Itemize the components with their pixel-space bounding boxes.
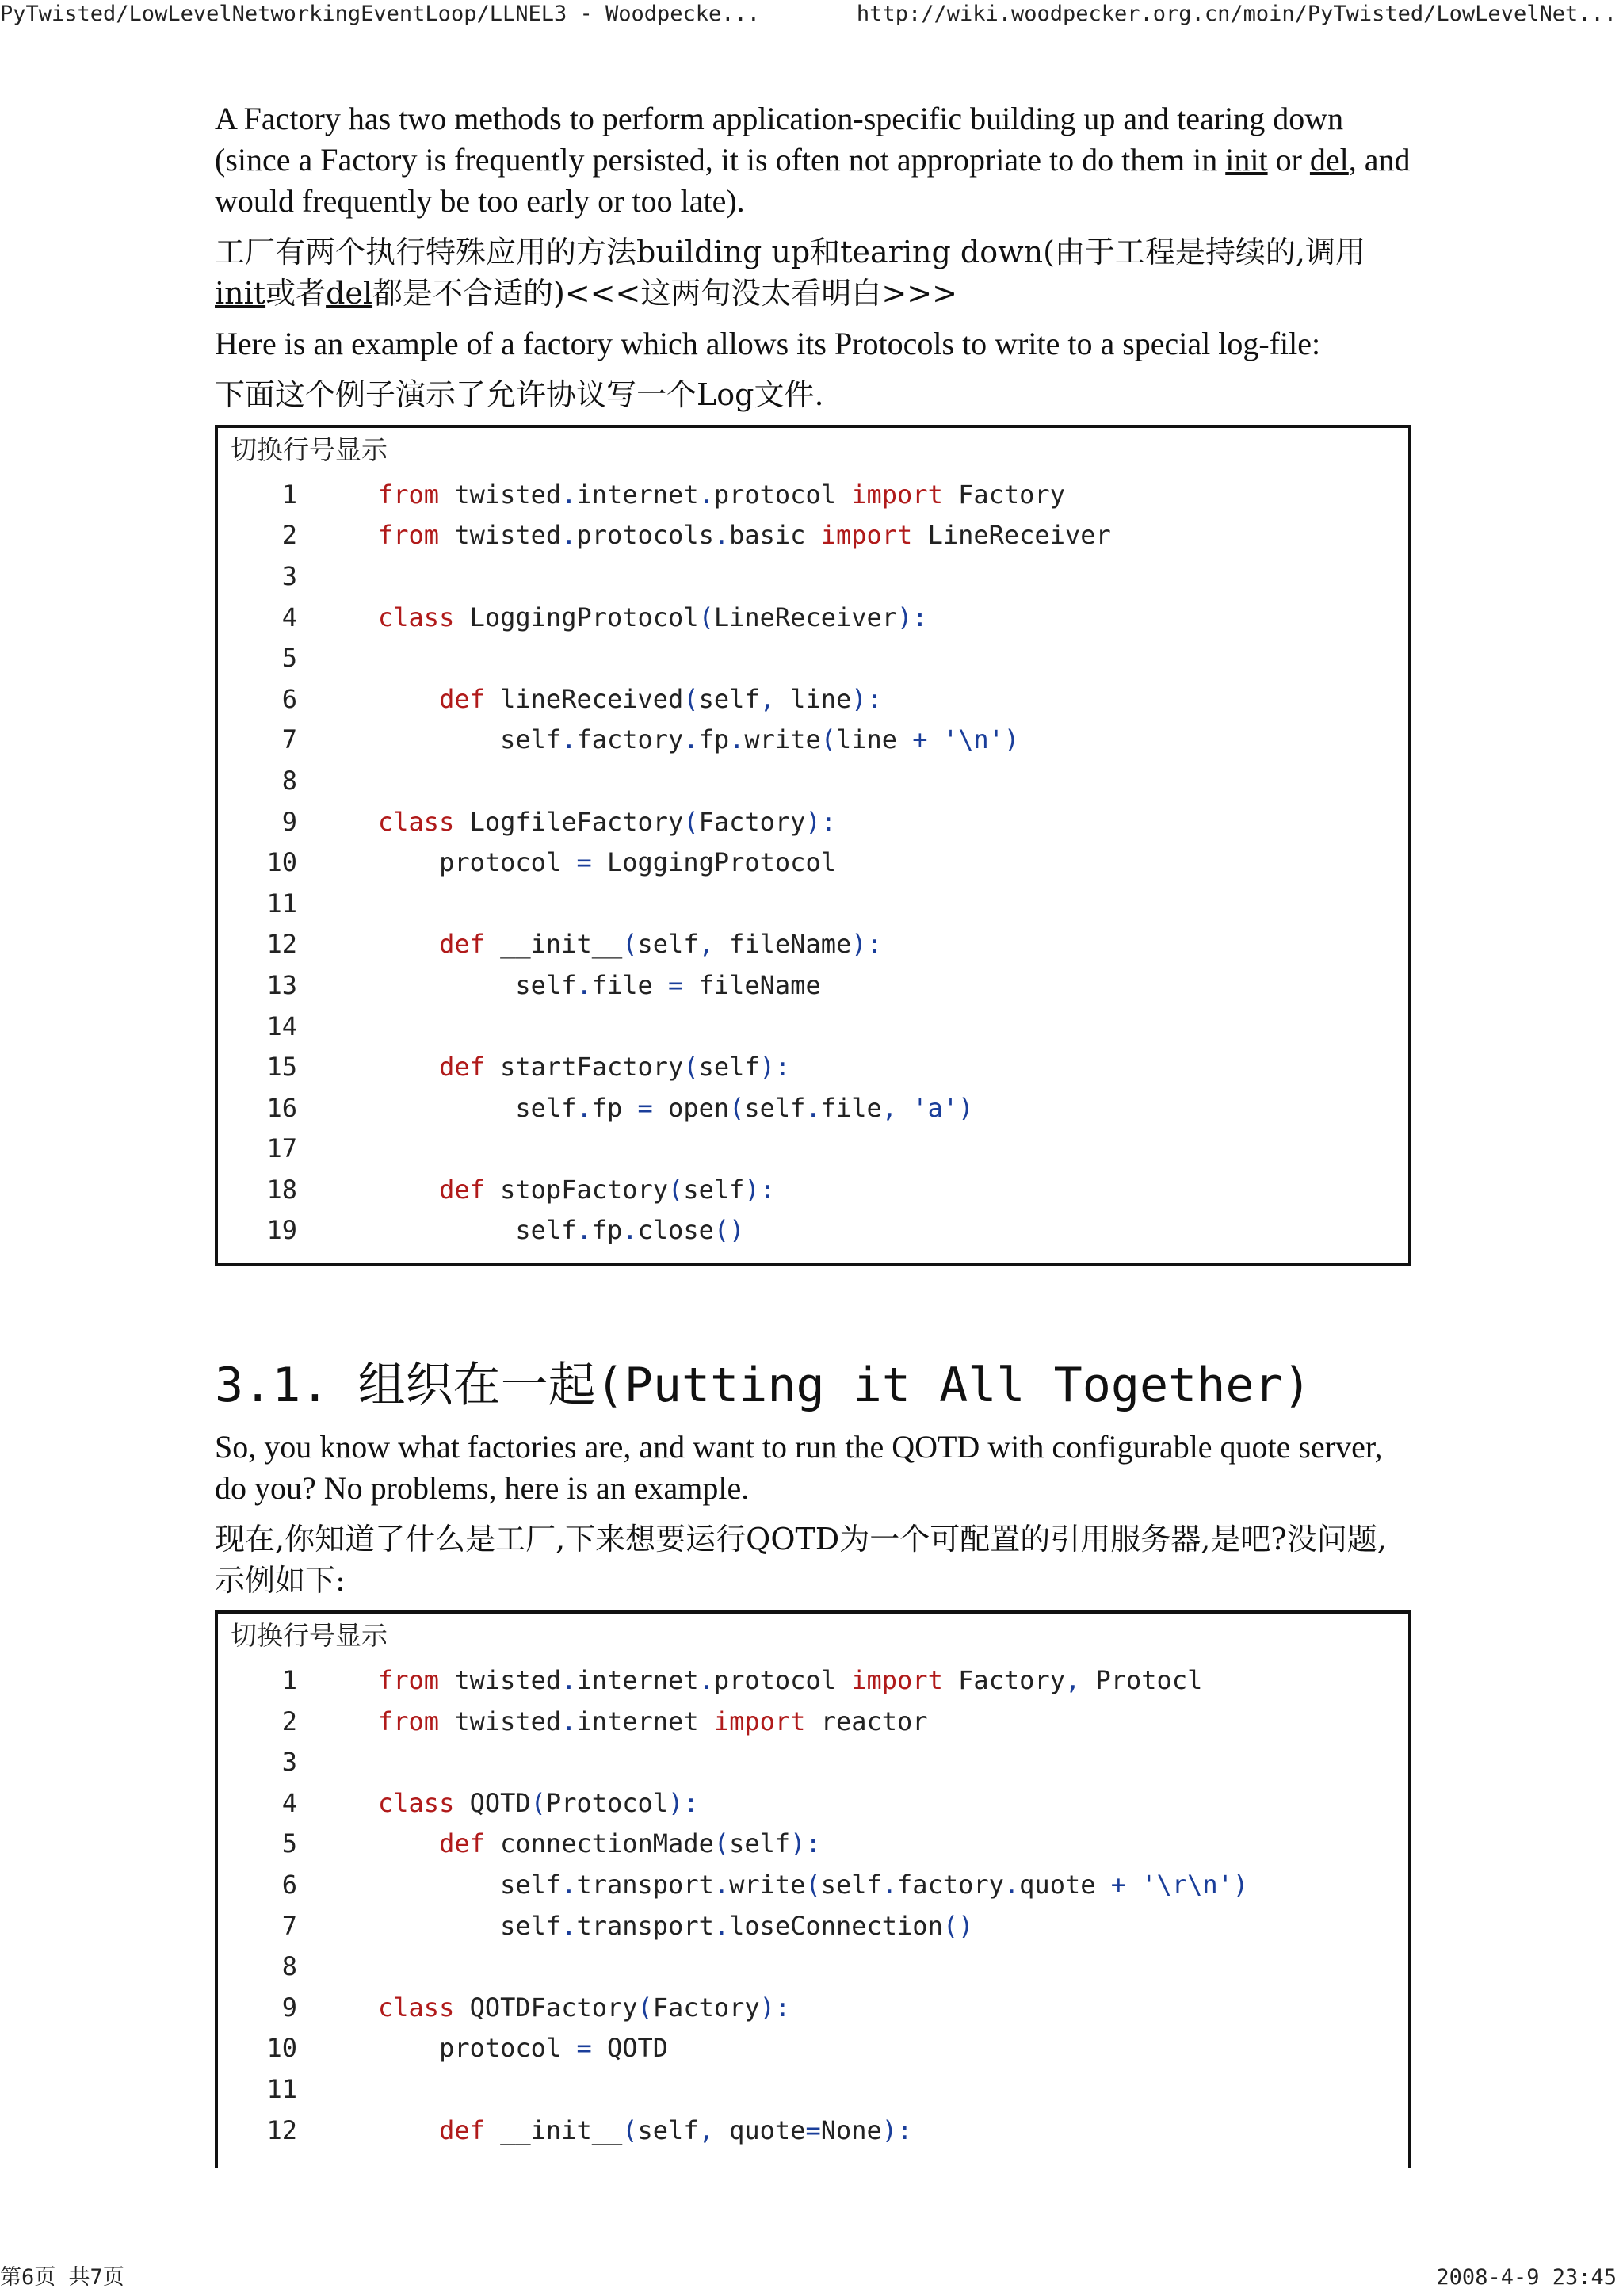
code-operator: . <box>805 1092 821 1123</box>
code-operator: () <box>713 1215 745 1246</box>
code-line <box>218 1987 1408 2028</box>
code-line <box>218 637 1408 678</box>
code-text <box>378 1911 973 1941</box>
page-number: 第6页 共7页 <box>0 2265 124 2290</box>
line-number: 7 <box>281 1910 297 1941</box>
code-keyword: import <box>851 1665 943 1696</box>
code-text <box>378 807 836 837</box>
code-text <box>378 929 882 959</box>
code-keyword: def <box>439 683 485 714</box>
code-token: QOTDFactory <box>454 1992 638 2023</box>
code-token <box>1126 1870 1141 1900</box>
code-operator: . <box>713 520 730 551</box>
line-number: 17 <box>266 1133 297 1164</box>
code-token: Factory <box>942 1665 1065 1696</box>
code-operator: . <box>713 1910 730 1941</box>
line-number: 14 <box>266 1010 297 1041</box>
code-operator: . <box>698 479 714 510</box>
line-number: 11 <box>266 2074 297 2105</box>
code-keyword: from <box>378 1665 440 1696</box>
code-keyword: from <box>378 1706 440 1736</box>
code-operator: ): <box>668 1787 699 1818</box>
line-number: 6 <box>281 683 297 714</box>
code-operator: ( <box>698 602 714 632</box>
code-line <box>218 2069 1408 2110</box>
code-token: line <box>835 724 913 755</box>
code-text <box>378 724 1019 755</box>
code-keyword: import <box>851 479 943 510</box>
code-text <box>378 1175 775 1205</box>
code-token: self <box>378 969 577 1000</box>
code-token <box>378 929 439 959</box>
code-operator: . <box>576 1092 592 1123</box>
code-text <box>378 520 1111 550</box>
line-number: 19 <box>266 1215 297 1246</box>
code-operator: ( <box>729 1092 745 1123</box>
code-operator: . <box>729 724 745 755</box>
code-token: quote <box>1019 1870 1111 1901</box>
code-line <box>218 1169 1408 1210</box>
code-operator: ( <box>530 1787 546 1818</box>
code-operator: ( <box>805 1870 821 1901</box>
code-operator: . <box>622 1215 638 1246</box>
code-line <box>218 924 1408 965</box>
code-token: __init__ <box>484 2115 623 2145</box>
code-token: twisted <box>439 1665 562 1696</box>
code-keyword: import <box>713 1706 806 1736</box>
code-operator: , <box>698 2115 714 2145</box>
code-text <box>378 970 821 1000</box>
code-token: fp <box>591 1092 638 1123</box>
line-number: 1 <box>281 1665 297 1696</box>
init-link-zh[interactable]: init <box>215 276 266 311</box>
code-text <box>378 1052 790 1082</box>
print-timestamp: 2008-4-9 23:45 <box>1436 2265 1617 2290</box>
code-line <box>218 1129 1408 1170</box>
code-line <box>218 1905 1408 1946</box>
code-operator: ( <box>622 2115 638 2145</box>
code-operator: () <box>942 1910 974 1941</box>
code-operator: ( <box>622 929 638 960</box>
code-token: Protocol <box>545 1787 669 1818</box>
code-token: transport <box>576 1910 714 1941</box>
code-operator: ( <box>668 1174 684 1205</box>
code-token: twisted <box>439 520 562 551</box>
document-content <box>215 98 1411 2168</box>
code-token: protocol <box>713 1665 852 1696</box>
code-operator: ): <box>759 1052 791 1083</box>
code-token: LoggingProtocol <box>454 602 699 632</box>
code-operator: . <box>561 1910 577 1941</box>
code-string: 'a' <box>912 1092 959 1123</box>
line-number: 12 <box>266 2115 297 2145</box>
code-operator: = <box>576 847 592 878</box>
code-block-qotd <box>215 1610 1411 2168</box>
line-number: 7 <box>281 724 297 755</box>
code-token: fp <box>591 1215 623 1246</box>
code-text <box>378 2033 668 2063</box>
code-token: self <box>683 1174 745 1205</box>
code-token: self <box>378 1870 562 1901</box>
code-keyword: def <box>439 929 485 960</box>
code-line <box>218 2110 1408 2151</box>
code-token: protocol <box>378 2033 577 2064</box>
code-line <box>218 474 1408 515</box>
code-text <box>378 1093 973 1123</box>
code-operator: , <box>698 929 714 960</box>
code-operator: . <box>561 1665 577 1696</box>
code-line <box>218 1210 1408 1251</box>
code-token: protocol <box>378 847 577 878</box>
code-text <box>378 1215 744 1245</box>
line-number: 8 <box>281 1951 297 1982</box>
code-line <box>218 556 1408 597</box>
code-token: __init__ <box>484 929 623 960</box>
code-operator: ) <box>958 1092 974 1123</box>
code-line <box>218 842 1408 883</box>
code-string: '\r\n' <box>1141 1870 1233 1901</box>
code-operator: ( <box>713 1828 730 1859</box>
code-token: file <box>820 1092 882 1123</box>
code-line <box>218 1701 1408 1742</box>
code-operator: . <box>561 1706 577 1736</box>
code-token: quote <box>713 2115 806 2145</box>
code-token: LineReceiver <box>713 602 898 632</box>
line-number: 9 <box>281 806 297 837</box>
code-keyword: def <box>439 1174 485 1205</box>
code-operator: ( <box>637 1992 653 2023</box>
line-number: 10 <box>266 847 297 878</box>
code-line <box>218 1824 1408 1865</box>
code-operator: , <box>759 683 775 714</box>
code-keyword: def <box>439 1828 485 1859</box>
code-token: line <box>774 683 852 714</box>
code-token: LogfileFactory <box>454 806 684 837</box>
code-line <box>218 1864 1408 1905</box>
code-operator: + <box>912 724 928 755</box>
code-line <box>218 720 1408 761</box>
code-operator: ): <box>805 806 836 837</box>
code-token <box>378 1052 439 1082</box>
code-token <box>928 724 943 755</box>
line-number: 15 <box>266 1052 297 1083</box>
code-token: LineReceiver <box>912 520 1111 551</box>
code-operator: ) <box>1232 1870 1249 1901</box>
code-token: internet <box>576 1706 714 1736</box>
code-operator: ): <box>851 683 882 714</box>
code-token: protocols <box>576 520 714 551</box>
line-number: 13 <box>266 969 297 1000</box>
code-operator: ( <box>820 724 836 755</box>
line-number: 3 <box>281 560 297 591</box>
line-number: 3 <box>281 1747 297 1778</box>
line-number: 18 <box>266 1174 297 1205</box>
code-operator: = <box>805 2115 821 2145</box>
code-token: Factory <box>942 479 1065 510</box>
code-token: factory <box>897 1870 1004 1901</box>
code-token: lineReceived <box>484 683 684 714</box>
code-operator: . <box>561 724 577 755</box>
toggle-line-numbers-button[interactable]: 切换行号显示 <box>231 1620 388 1652</box>
code-keyword: def <box>439 1052 485 1083</box>
code-token: startFactory <box>484 1052 684 1083</box>
code-lines <box>218 474 1408 1251</box>
code-line <box>218 1946 1408 1987</box>
line-number: 11 <box>266 888 297 919</box>
code-line <box>218 515 1408 556</box>
code-text <box>378 479 1065 510</box>
code-token: fileName <box>683 969 821 1000</box>
code-text <box>378 1665 1202 1695</box>
line-number: 2 <box>281 1706 297 1736</box>
line-number: 8 <box>281 765 297 796</box>
code-operator: = <box>576 2033 592 2064</box>
code-keyword: class <box>378 1787 455 1818</box>
code-token: self <box>729 1828 791 1859</box>
code-operator: , <box>1064 1665 1081 1696</box>
code-token: QOTD <box>454 1787 531 1818</box>
line-number: 4 <box>281 1787 297 1818</box>
code-token: open <box>652 1092 730 1123</box>
code-keyword: from <box>378 520 440 551</box>
code-operator: . <box>561 1870 577 1901</box>
code-line <box>218 2028 1408 2069</box>
code-keyword: import <box>820 520 913 551</box>
code-token: fp <box>698 724 730 755</box>
code-token: self <box>820 1870 882 1901</box>
page-title: PyTwisted/LowLevelNetworkingEventLoop/LLNEL3 - Woodpecke... <box>0 2 761 26</box>
code-block-logfile-factory <box>215 425 1411 1266</box>
code-text <box>378 847 836 877</box>
code-operator: = <box>637 1092 653 1123</box>
code-lines <box>218 1660 1408 2150</box>
code-token: QOTD <box>591 2033 669 2064</box>
code-token: transport <box>576 1870 714 1901</box>
code-operator: . <box>683 724 699 755</box>
code-token <box>378 2115 439 2145</box>
code-token: write <box>744 724 821 755</box>
code-string: '\n' <box>942 724 1004 755</box>
code-operator: ): <box>897 602 928 632</box>
code-line <box>218 1087 1408 1129</box>
code-keyword: class <box>378 806 455 837</box>
code-line <box>218 597 1408 638</box>
code-token: factory <box>576 724 684 755</box>
code-text <box>378 1992 790 2023</box>
code-token <box>378 684 439 714</box>
code-operator: . <box>576 969 592 1000</box>
toggle-line-numbers-button[interactable]: 切换行号显示 <box>231 434 388 465</box>
code-token: self <box>637 2115 699 2145</box>
code-token: self <box>378 1092 577 1123</box>
code-token: Protocl <box>1080 1665 1203 1696</box>
paragraph-log-example: Here is an example of a factory which allows its Protocols to write to a special log-file: <box>215 326 1321 361</box>
code-token: self <box>378 1215 577 1246</box>
code-operator: ( <box>683 806 699 837</box>
code-operator: . <box>1003 1870 1020 1901</box>
line-number: 16 <box>266 1092 297 1123</box>
code-operator: = <box>668 969 684 1000</box>
code-line <box>218 760 1408 801</box>
code-token: twisted <box>439 1706 562 1736</box>
code-keyword: from <box>378 479 440 510</box>
code-keyword: def <box>439 2115 485 2145</box>
code-token: None <box>820 2115 882 2145</box>
paragraph-qotd-intro-zh: 现在,你知道了什么是工厂,下来想要运行QOTD为一个可配置的引用服务器,是吧?没问题,示例如下: <box>215 1522 1387 1599</box>
code-text <box>378 1788 699 1818</box>
code-keyword: class <box>378 1992 455 2023</box>
code-text <box>378 1870 1248 1900</box>
code-token: LoggingProtocol <box>591 847 836 878</box>
init-link[interactable]: init <box>1225 142 1268 178</box>
code-keyword: class <box>378 602 455 632</box>
line-number: 6 <box>281 1870 297 1901</box>
code-token: protocol <box>713 479 852 510</box>
code-token: self <box>698 1052 760 1083</box>
code-token: self <box>744 1092 806 1123</box>
code-line <box>218 965 1408 1006</box>
code-token: stopFactory <box>484 1174 669 1205</box>
code-operator: . <box>698 1665 714 1696</box>
code-operator: . <box>576 1215 592 1246</box>
section-heading: 3.1. 组织在一起(Putting it All Together) <box>215 1358 1312 1414</box>
code-operator: . <box>561 479 577 510</box>
code-line <box>218 1782 1408 1824</box>
code-operator: + <box>1110 1870 1127 1901</box>
code-line <box>218 1046 1408 1087</box>
paragraph-factory-methods: A Factory has two methods to perform application-specific building up and tearing down (since a Factory is frequently persisted, it is often not appropriate to do them in init or del, and would frequently be too early or too late). <box>215 101 1411 219</box>
code-operator: ) <box>1003 724 1020 755</box>
line-number: 5 <box>281 643 297 674</box>
line-number: 9 <box>281 1992 297 2023</box>
code-operator: . <box>881 1870 898 1901</box>
code-token: Factory <box>652 1992 760 2023</box>
code-operator: , <box>881 1092 898 1123</box>
paragraph-qotd-intro: So, you know what factories are, and want to run the QOTD with configurable quote server, do you? No problems, here is an example. <box>215 1429 1383 1507</box>
code-operator: . <box>561 520 577 551</box>
code-operator: ): <box>851 929 882 960</box>
paragraph-log-example-zh: 下面这个例子演示了允许协议写一个Log文件. <box>215 377 824 412</box>
page-url: http://wiki.woodpecker.org.cn/moin/PyTwisted/LowLevelNet... <box>856 2 1617 26</box>
code-token: twisted <box>439 479 562 510</box>
code-operator: ( <box>683 1052 699 1083</box>
code-token: self <box>378 1910 562 1941</box>
line-number: 4 <box>281 602 297 632</box>
code-operator: ): <box>881 2115 913 2145</box>
line-number: 5 <box>281 1828 297 1859</box>
code-token: file <box>591 969 669 1000</box>
code-token <box>897 1093 912 1123</box>
code-line <box>218 1741 1408 1782</box>
code-token: basic <box>729 520 821 551</box>
line-number: 12 <box>266 929 297 960</box>
code-text <box>378 1706 928 1736</box>
code-token: self <box>637 929 699 960</box>
code-line <box>218 1006 1408 1047</box>
code-token <box>378 1828 439 1859</box>
code-token: loseConnection <box>729 1910 943 1941</box>
code-line <box>218 1660 1408 1701</box>
line-number: 1 <box>281 479 297 510</box>
code-operator: ( <box>683 683 699 714</box>
code-text <box>378 2115 912 2145</box>
code-line <box>218 883 1408 924</box>
code-text <box>378 602 928 632</box>
code-operator: ): <box>790 1828 821 1859</box>
code-text <box>378 1828 821 1859</box>
del-link[interactable]: del <box>1309 142 1349 178</box>
code-token: Factory <box>698 806 806 837</box>
code-token: internet <box>576 1665 699 1696</box>
code-token: self <box>698 683 760 714</box>
code-line <box>218 678 1408 720</box>
del-link-zh[interactable]: del <box>326 276 373 311</box>
code-token: close <box>637 1215 714 1246</box>
line-number: 2 <box>281 520 297 551</box>
code-token: write <box>729 1870 806 1901</box>
code-operator: . <box>713 1870 730 1901</box>
line-number: 10 <box>266 2033 297 2064</box>
code-text <box>378 684 882 714</box>
code-operator: ): <box>759 1992 791 2023</box>
code-token: reactor <box>805 1706 928 1736</box>
code-token: self <box>378 724 562 755</box>
code-operator: ): <box>744 1174 775 1205</box>
paragraph-factory-methods-zh: 工厂有两个执行特殊应用的方法building up和tearing down(由于工程是持续的,调用init或者del都是不合适的)<<<这两句没太看明白>>> <box>215 235 1365 311</box>
code-token: internet <box>576 479 699 510</box>
code-token: connectionMade <box>484 1828 714 1859</box>
code-line <box>218 801 1408 842</box>
code-token <box>378 1175 439 1205</box>
code-token: fileName <box>713 929 852 960</box>
